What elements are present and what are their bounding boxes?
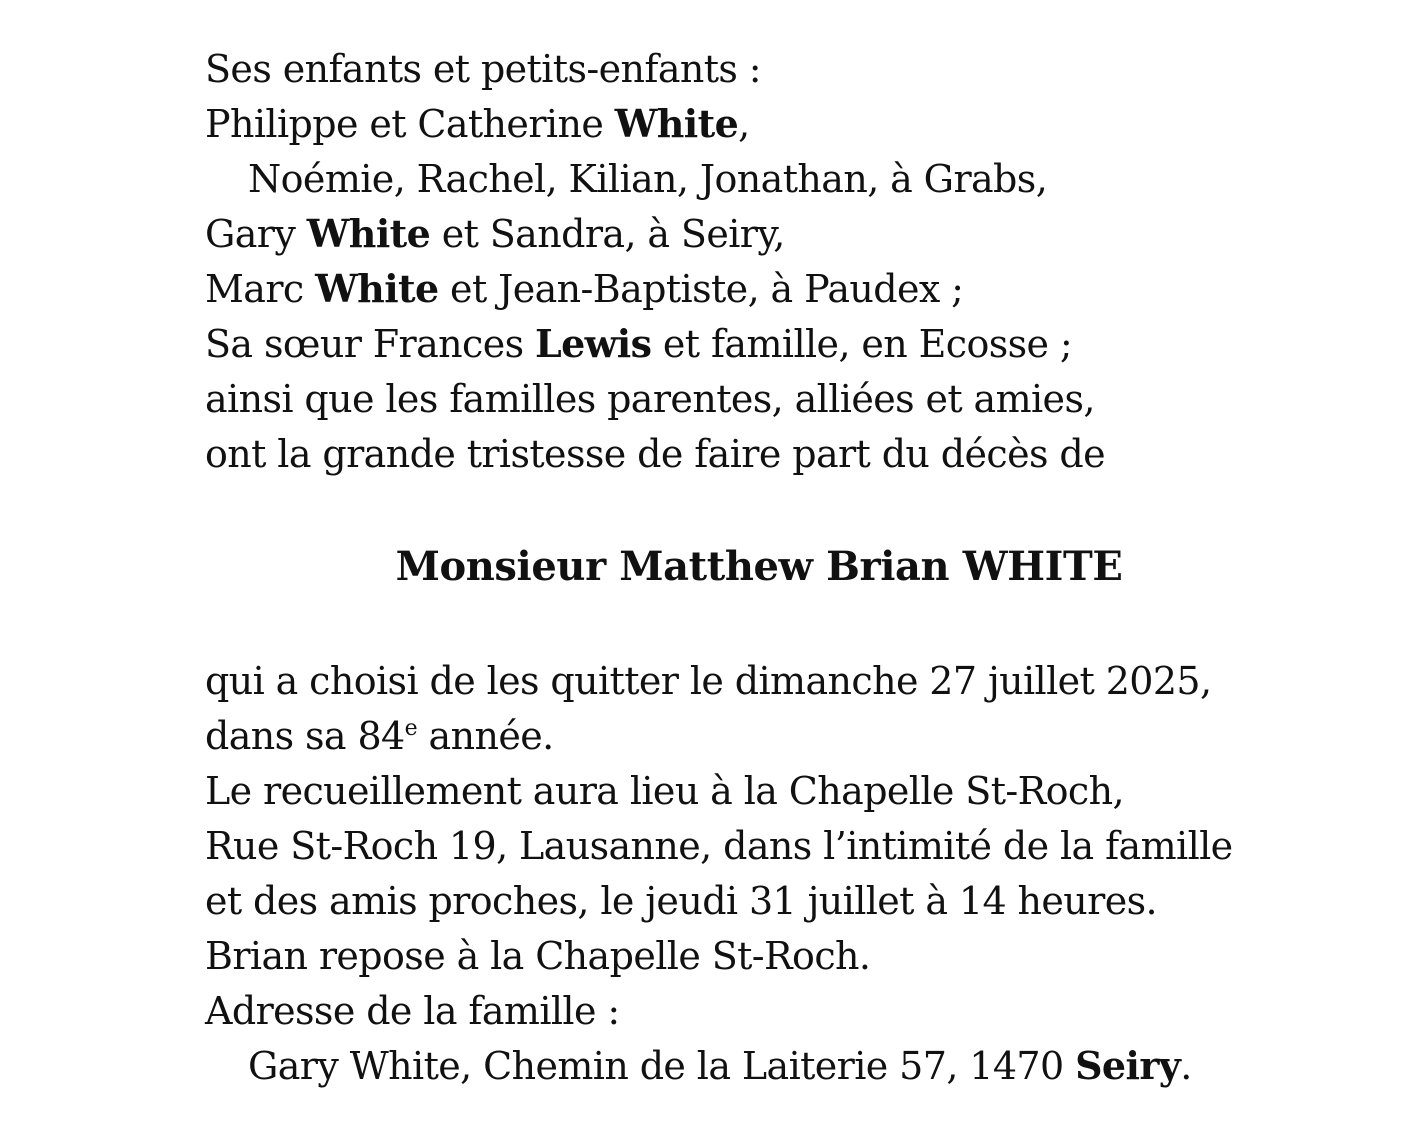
family-line-text: ainsi que les familles parentes, alliées et amies, xyxy=(205,377,1095,421)
family-line-marc xyxy=(205,267,963,311)
family-intro-line xyxy=(205,47,761,91)
family-line-text: , xyxy=(738,102,750,146)
family-line-text: et famille, en Ecosse ; xyxy=(651,322,1073,366)
details-age-line xyxy=(205,714,554,758)
family-line-grandchildren xyxy=(248,157,1047,201)
family-surname: Lewis xyxy=(534,321,652,366)
announcement-text: ont la grande tristesse de faire part du décès de xyxy=(205,432,1105,476)
ordinal-superscript: e xyxy=(404,716,418,741)
family-line-text: et Sandra, à Seiry, xyxy=(430,212,785,256)
family-surname: White xyxy=(306,211,431,256)
address-locality: Seiry xyxy=(1075,1043,1181,1088)
details-text: Le recueillement aura lieu à la Chapelle St-Roch, xyxy=(205,769,1124,813)
details-text: qui a choisi de les quitter le dimanche 27 juillet 2025, xyxy=(205,659,1212,703)
address-text: Gary White, Chemin de la Laiterie 57, 1470 xyxy=(248,1044,1076,1088)
family-surname: White xyxy=(614,101,739,146)
family-line-text: Marc xyxy=(205,267,316,311)
details-address-line xyxy=(205,824,1233,868)
family-line-relatives xyxy=(205,377,1095,421)
details-ceremony-line xyxy=(205,769,1124,813)
details-text: Adresse de la famille : xyxy=(205,989,620,1033)
family-line-philippe xyxy=(205,102,750,146)
family-line-text: Noémie, Rachel, Kilian, Jonathan, à Grabs, xyxy=(248,157,1048,201)
deceased-name: Monsieur Matthew Brian WHITE xyxy=(395,543,1123,590)
details-text: dans sa 84 xyxy=(205,714,405,758)
details-text: Rue St-Roch 19, Lausanne, dans l’intimité de la famille xyxy=(205,824,1233,868)
details-repose-line xyxy=(205,934,870,978)
family-surname: White xyxy=(315,266,439,311)
family-intro-text: Ses enfants et petits-enfants : xyxy=(205,47,762,91)
family-line-text: et Jean-Baptiste, à Paudex ; xyxy=(438,267,964,311)
details-text: Brian repose à la Chapelle St-Roch. xyxy=(205,934,871,978)
family-address xyxy=(248,1044,1192,1088)
family-line-text: Gary xyxy=(205,212,307,256)
family-address-label xyxy=(205,989,620,1033)
address-text: . xyxy=(1180,1044,1192,1088)
details-text: et des amis proches, le jeudi 31 juillet à 14 heures. xyxy=(205,879,1157,923)
details-text: année. xyxy=(417,714,554,758)
family-line-gary xyxy=(205,212,785,256)
announcement-line xyxy=(205,432,1105,476)
family-line-text: Philippe et Catherine xyxy=(205,102,615,146)
family-line-text: Sa sœur Frances xyxy=(205,322,535,366)
family-line-sister xyxy=(205,322,1072,366)
details-time-line xyxy=(205,879,1157,923)
details-date-line xyxy=(205,659,1211,703)
